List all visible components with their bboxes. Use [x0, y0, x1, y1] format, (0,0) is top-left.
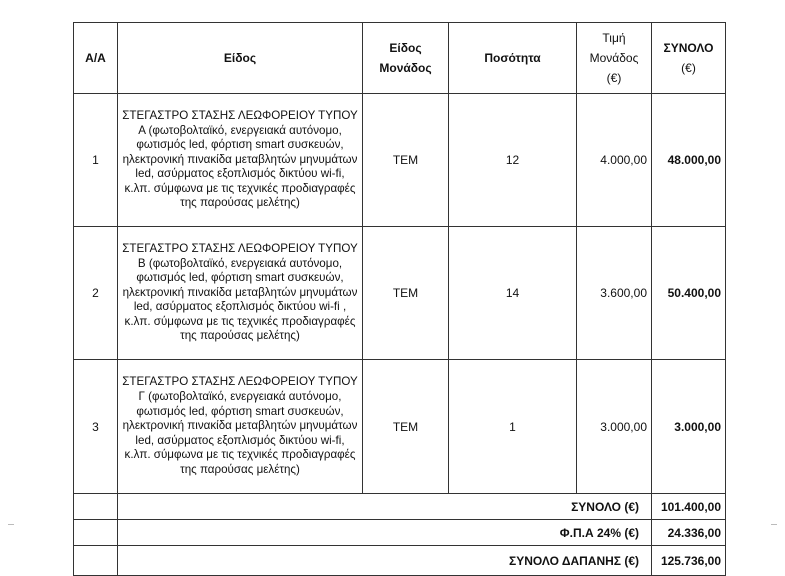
table-row — [74, 227, 726, 360]
row-price: 3.000,00 — [577, 360, 652, 494]
row-qty: 14 — [449, 227, 577, 360]
header-unit: Είδος Μονάδος — [363, 23, 449, 94]
header-price — [577, 23, 652, 94]
header-qty: Ποσότητα — [449, 23, 577, 94]
grand-total-row — [74, 546, 726, 576]
header-row — [74, 23, 726, 94]
row-unit: ΤΕΜ — [363, 360, 449, 494]
grand-total-value: 125.736,00 — [652, 546, 726, 576]
row-aa: 2 — [74, 227, 118, 360]
vat-value: 24.336,00 — [652, 520, 726, 546]
row-aa: 3 — [74, 360, 118, 494]
row-description: ΣΤΕΓΑΣΤΡΟ ΣΤΑΣΗΣ ΛΕΩΦΟΡΕΙΟΥ ΤΥΠΟΥ Β (φωτοβολταϊκό, ενεργειακά αυτόνομο, φωτισμός led, φόρτιση smart συσκευών, ηλεκτρονική πινακίδα μεταβλητών μηνυμάτων led, ασύρματος εξοπλισμός δικτύου wi-fi , κ.λπ. σύμφωνα με τις τεχνικές προδιαγραφές της παρούσας μελέτης) — [118, 227, 363, 360]
row-qty: 1 — [449, 360, 577, 494]
row-total: 3.000,00 — [652, 360, 726, 494]
scan-mark-left — [8, 524, 14, 525]
row-total: 50.400,00 — [652, 227, 726, 360]
header-total — [652, 23, 726, 94]
table-row — [74, 94, 726, 227]
row-unit: ΤΕΜ — [363, 94, 449, 227]
header-total-line1: ΣΥΝΟΛΟ — [663, 41, 714, 55]
row-unit: ΤΕΜ — [363, 227, 449, 360]
row-aa: 1 — [74, 94, 118, 227]
scan-mark-right — [771, 524, 777, 525]
row-price: 4.000,00 — [577, 94, 652, 227]
subtotal-label: ΣΥΝΟΛΟ (€) — [118, 494, 652, 520]
header-price-line1: Τιμή — [602, 31, 626, 45]
header-price-line3: (€) — [606, 71, 622, 85]
vat-row — [74, 520, 726, 546]
grand-total-label: ΣΥΝΟΛΟ ΔΑΠΑΝΗΣ (€) — [118, 546, 652, 576]
row-description: ΣΤΕΓΑΣΤΡΟ ΣΤΑΣΗΣ ΛΕΩΦΟΡΕΙΟΥ ΤΥΠΟΥ Α (φωτοβολταϊκό, ενεργειακά αυτόνομο, φωτισμός led, φόρτιση smart συσκευών, ηλεκτρονική πινακίδα μεταβλητών μηνυμάτων led, ασύρματος εξοπλισμός δικτύου wi-fi, κ.λπ. σύμφωνα με τις τεχνικές προδιαγραφές της παρούσας μελέτης) — [118, 94, 363, 227]
row-qty: 12 — [449, 94, 577, 227]
header-price-line2: Μονάδος — [589, 51, 639, 65]
table-row — [74, 360, 726, 494]
grand-total-spacer — [74, 546, 118, 576]
header-aa: Α/Α — [74, 23, 118, 94]
header-total-line2: (€) — [681, 61, 696, 75]
row-total: 48.000,00 — [652, 94, 726, 227]
cost-table — [73, 22, 726, 576]
subtotal-row — [74, 494, 726, 520]
row-description: ΣΤΕΓΑΣΤΡΟ ΣΤΑΣΗΣ ΛΕΩΦΟΡΕΙΟΥ ΤΥΠΟΥ Γ (φωτοβολταϊκό, ενεργειακά αυτόνομο, φωτισμός led, φόρτιση smart συσκευών, ηλεκτρονική πινακίδα μεταβλητών μηνυμάτων led, ασύρματος εξοπλισμός δικτύου wi-fi, κ.λπ. σύμφωνα με τις τεχνικές προδιαγραφές της παρούσας μελέτης) — [118, 360, 363, 494]
vat-label: Φ.Π.Α 24% (€) — [118, 520, 652, 546]
subtotal-spacer — [74, 494, 118, 520]
subtotal-value: 101.400,00 — [652, 494, 726, 520]
vat-spacer — [74, 520, 118, 546]
header-item: Είδος — [118, 23, 363, 94]
row-price: 3.600,00 — [577, 227, 652, 360]
